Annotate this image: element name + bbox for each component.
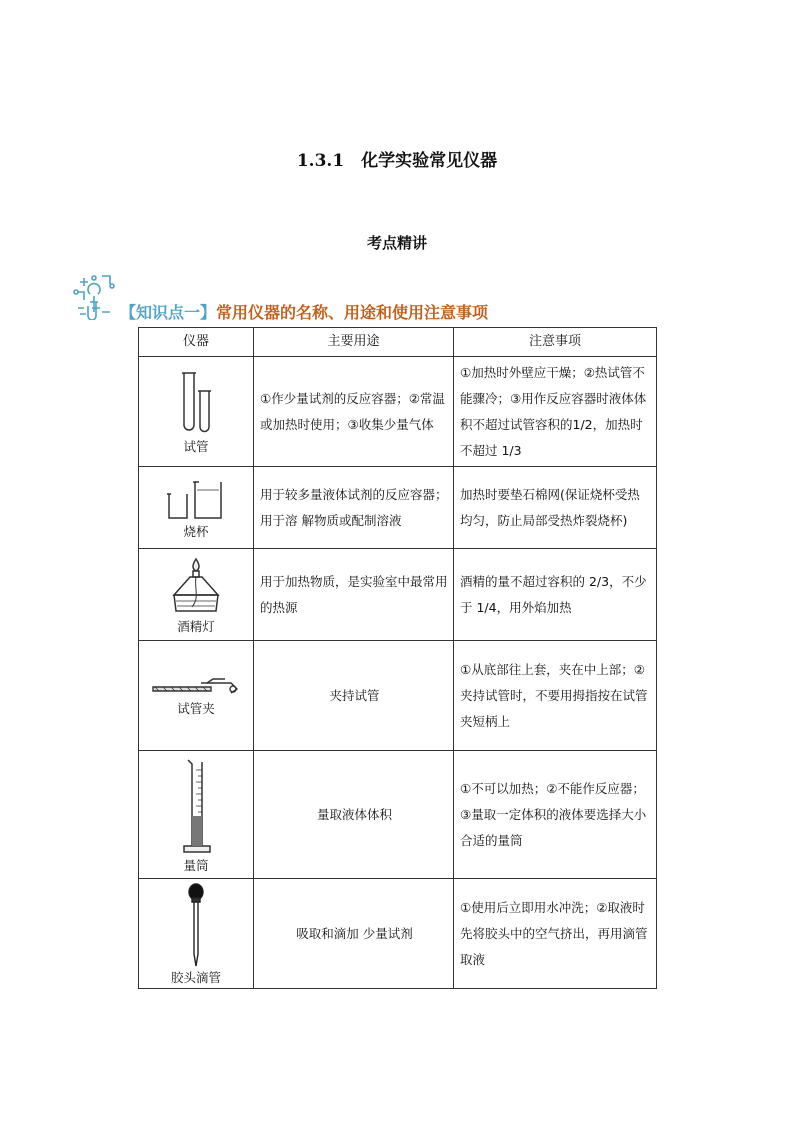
main-use-cell: 用于加热物质，是实验室中最常用的热源 [254, 549, 454, 641]
main-use-cell: ①作少量试剂的反应容器；②常温或加热时使用；③收集少量气体 [254, 357, 454, 467]
main-use-cell: 夹持试管 [254, 641, 454, 751]
main-use-cell: 用于较多量液体试剂的反应容器；用于溶 解物质或配制溶液 [254, 467, 454, 549]
knowledge-point-icon [72, 272, 118, 320]
instrument-name: 量筒 [183, 857, 209, 873]
test-tube-holder-icon [151, 675, 241, 699]
alcohol-lamp-icon [166, 555, 226, 617]
header-main-use: 主要用途 [254, 328, 454, 357]
table-row [139, 641, 657, 751]
notes-cell: ①加热时外壁应干燥；②热试管不能骤冷；③用作反应容器时液体体积不超过试管容积的1/2，加热时不超过 1/3 [454, 357, 657, 467]
notes-cell: ①使用后立即用水冲洗；②取液时先将胶头中的空气挤出，再用滴管取液 [454, 879, 657, 989]
table-row [139, 357, 657, 467]
knowledge-point-title: 常用仪器的名称、用途和使用注意事项 [216, 303, 489, 322]
instrument-cell [139, 357, 254, 467]
instrument-name: 烧杯 [183, 523, 209, 539]
notes-cell: 加热时要垫石棉网(保证烧杯受热均匀，防止局部受热炸裂烧杯) [454, 467, 657, 549]
instrument-name: 试管夹 [177, 700, 215, 716]
instrument-name: 试管 [183, 438, 209, 454]
beaker-icon [161, 476, 231, 522]
table-row [139, 879, 657, 989]
notes-cell: 酒精的量不超过容积的 2/3，不少于 1/4，用外焰加热 [454, 549, 657, 641]
instrument-cell [139, 549, 254, 641]
graduated-cylinder-icon [176, 756, 216, 856]
instrument-cell [139, 641, 254, 751]
instrument-table [138, 327, 657, 989]
knowledge-point-label: 【知识点一】 [120, 303, 217, 322]
page-title: 1.3.1 化学实验常见仪器 [296, 151, 498, 171]
dropper-icon [181, 882, 211, 968]
notes-cell: ①从底部往上套，夹在中上部；②夹持试管时，不要用拇指按在试管夹短柄上 [454, 641, 657, 751]
instrument-name: 酒精灯 [177, 618, 215, 634]
section-subtitle: 考点精讲 [366, 234, 427, 252]
notes-cell: ①不可以加热；②不能作反应器；③量取一定体积的液体要选择大小合适的量筒 [454, 751, 657, 879]
instrument-cell [139, 467, 254, 549]
table-header-row [139, 328, 657, 357]
instrument-name: 胶头滴管 [170, 969, 221, 985]
table-row [139, 549, 657, 641]
knowledge-point-heading [120, 300, 488, 323]
main-use-cell: 量取液体体积 [254, 751, 454, 879]
test-tube-icon [166, 369, 226, 437]
instrument-cell [139, 879, 254, 989]
table-row [139, 751, 657, 879]
table-row [139, 467, 657, 549]
header-instrument: 仪器 [139, 328, 254, 357]
main-use-cell: 吸取和滴加 少量试剂 [254, 879, 454, 989]
header-notes: 注意事项 [454, 328, 657, 357]
instrument-cell [139, 751, 254, 879]
